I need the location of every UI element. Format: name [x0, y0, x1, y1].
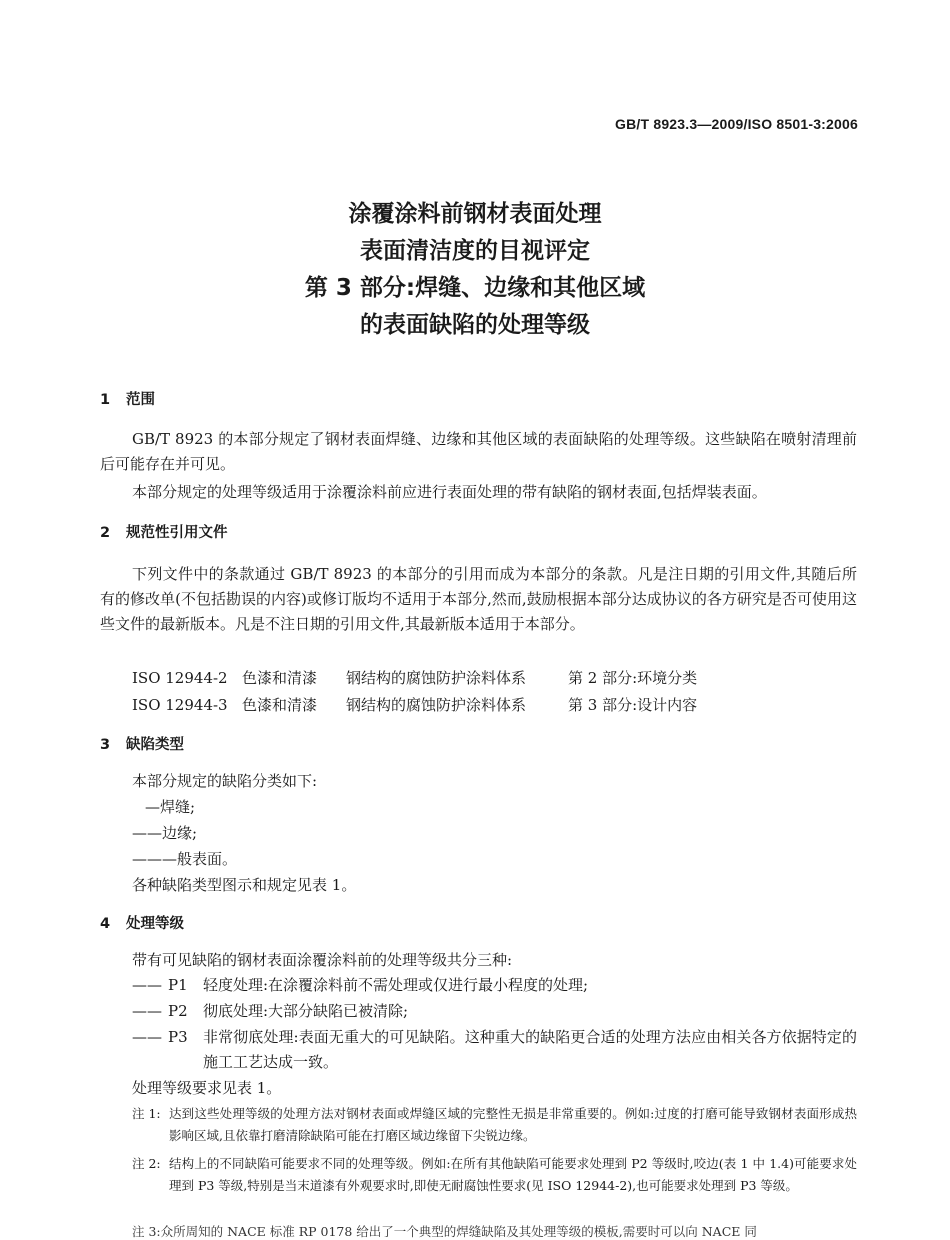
grade-description: 非常彻底处理:表面无重大的可见缺陷。这种重大的缺陷更合适的处理方法应由相关各方依据特定的施工工艺达成一致。: [203, 1028, 857, 1071]
section-1-heading: [100, 388, 155, 409]
section-2-heading: [100, 521, 228, 542]
section-4-heading: [100, 912, 184, 933]
reference-part-a: 色漆和清漆: [242, 669, 318, 687]
section-4-intro: 带有可见缺陷的钢材表面涂覆涂料前的处理等级共分三种:: [132, 951, 513, 969]
section-title: 规范性引用文件: [126, 525, 228, 541]
section-title: 处理等级: [126, 916, 184, 932]
note-1: [132, 1103, 857, 1147]
grade-dash: ——: [132, 1002, 162, 1020]
section-title: 缺陷类型: [126, 737, 184, 753]
grade-item-p1: [132, 973, 208, 998]
grade-code: P2: [168, 1002, 188, 1020]
section-number: 3: [100, 737, 111, 753]
defect-type-item: ———般表面。: [132, 850, 238, 868]
reference-row: [132, 667, 697, 688]
reference-part-b: 钢结构的腐蚀防护涂料体系: [346, 669, 527, 687]
section-1-paragraph-2: 本部分规定的处理等级适用于涂覆涂料前应进行表面处理的带有缺陷的钢材表面,包括焊装表面。: [132, 483, 767, 501]
title-line-1: 涂覆涂料前钢材表面处理: [348, 201, 602, 227]
note-label: 注 2:: [132, 1156, 161, 1171]
note-3-partial: 注 3:众所周知的 NACE 标准 RP 0178 给出了一个典型的焊缝缺陷及其处理等级的模板,需要时可以向 NACE 同: [132, 1224, 757, 1239]
section-4-outro: 处理等级要求见表 1。: [132, 1079, 282, 1097]
grade-item-p2: [132, 999, 208, 1024]
reference-part-c: 第 3 部分:设计内容: [568, 696, 698, 714]
note-text: 达到这些处理等级的处理方法对钢材表面或焊缝区域的完整性无损是非常重要的。例如:过度的打磨可能导致钢材表面形成热影响区域,且依靠打磨清除缺陷可能在打磨区域边缘留下尖锐边缘。: [169, 1106, 857, 1143]
reference-code: ISO 12944-3: [132, 696, 228, 714]
note-text: 结构上的不同缺陷可能要求不同的处理等级。例如:在所有其他缺陷可能要求处理到 P2 等级时,咬边(表 1 中 1.4)可能要求处理到 P3 等级,特别是当末道漆有外观要求时,即使无耐腐蚀性要求(见 ISO 12944-2),也可能要求处理到 P3 等级。: [169, 1156, 857, 1193]
note-2: [132, 1153, 857, 1197]
section-number: 2: [100, 525, 111, 541]
grade-dash: ——: [132, 1028, 162, 1046]
section-3-intro: 本部分规定的缺陷分类如下:: [132, 772, 318, 790]
reference-row: [132, 694, 697, 715]
reference-code: ISO 12944-2: [132, 669, 228, 687]
title-line-4: 的表面缺陷的处理等级: [360, 312, 590, 338]
grade-item-p3: [132, 1025, 208, 1050]
grade-description: 彻底处理:大部分缺陷已被清除;: [203, 1002, 409, 1020]
section-3-heading: [100, 733, 184, 754]
title-line-2: 表面清洁度的目视评定: [360, 238, 590, 264]
note-label: 注 1:: [132, 1106, 161, 1121]
section-number: 1: [100, 392, 111, 408]
defect-type-item: —焊缝;: [145, 798, 196, 816]
section-1-paragraph-1: GB/T 8923 的本部分规定了钢材表面焊缝、边缘和其他区域的表面缺陷的处理等级。这些缺陷在喷射清理前后可能存在并可见。: [100, 430, 857, 473]
document-title: [0, 196, 950, 344]
grade-code: P3: [168, 1028, 188, 1046]
section-title: 范围: [126, 392, 155, 408]
section-2-paragraph: 下列文件中的条款通过 GB/T 8923 的本部分的引用而成为本部分的条款。凡是注日期的引用文件,其随后所有的修改单(不包括勘误的内容)或修订版均不适用于本部分,然而,鼓励根据本部分达成协议的各方研究是否可使用这些文件的最新版本。凡是不注日期的引用文件,其最新版本适用于本部分。: [100, 565, 857, 633]
title-line-3: 第 3 部分:焊缝、边缘和其他区域: [304, 275, 646, 301]
standard-number: GB/T 8923.3—2009/ISO 8501-3:2006: [615, 116, 858, 132]
defect-type-item: ——边缘;: [132, 824, 198, 842]
section-number: 4: [100, 916, 111, 932]
grade-dash: ——: [132, 976, 162, 994]
grade-code: P1: [168, 976, 188, 994]
reference-part-c: 第 2 部分:环境分类: [568, 669, 698, 687]
reference-part-b: 钢结构的腐蚀防护涂料体系: [346, 696, 527, 714]
reference-part-a: 色漆和清漆: [242, 696, 318, 714]
section-3-outro: 各种缺陷类型图示和规定见表 1。: [132, 876, 357, 894]
grade-description: 轻度处理:在涂覆涂料前不需处理或仅进行最小程度的处理;: [203, 976, 589, 994]
